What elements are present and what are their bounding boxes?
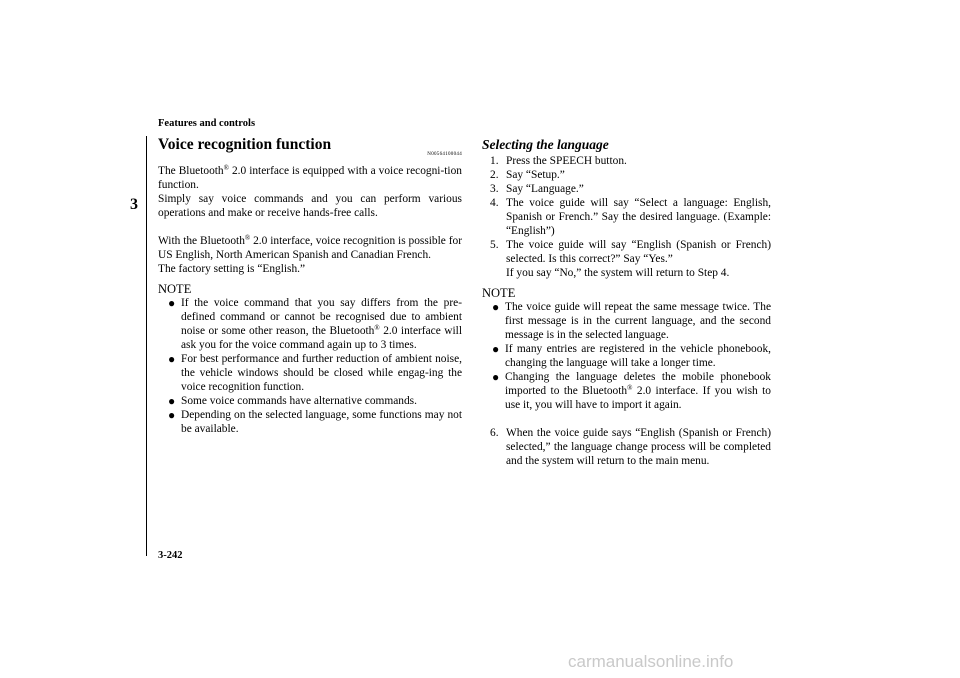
- page-number: 3-242: [158, 550, 183, 561]
- intro-paragraph: The Bluetooth® 2.0 interface is equipped with a voice recogni-tion function.: [158, 164, 462, 191]
- note-item: ● Some voice commands have alternative commands.: [168, 394, 417, 408]
- chapter-number: 3: [130, 196, 138, 213]
- section-code: N00564100044: [427, 152, 462, 157]
- step-item: 1. Press the SPEECH button.: [490, 155, 627, 167]
- step-item: 5. The voice guide will say “English (Spanish or French) selected. Is this correct?” Say “Yes.” If you say “No,” the system will return to Step 4.: [490, 239, 771, 279]
- step-item: 3. Say “Language.”: [490, 183, 584, 195]
- registered-mark: ®: [223, 164, 229, 172]
- step-item: 6. When the voice guide says “English (Spanish or French) selected,” the language change process will be completed and the system will return to the main menu.: [490, 427, 771, 467]
- steps-list: [482, 154, 771, 280]
- bullet-icon: ●: [168, 352, 176, 366]
- bullet-icon: ●: [168, 296, 176, 310]
- note-item: ● If the voice command that you say differs from the pre-defined command or cannot be recognised due to ambient noise or some other reason, the Bluetooth® 2.0 interface will ask you for the voice command again up to 3 times.: [168, 296, 462, 351]
- watermark: carmanualsonline.info: [568, 652, 734, 671]
- note-item: ● Changing the language deletes the mobile phonebook imported to the Bluetooth® 2.0 interface. If you wish to use it, you will have to import it again.: [492, 370, 771, 411]
- steps-list-continued: [482, 426, 771, 468]
- section-title: Voice recognition function: [158, 136, 332, 153]
- subsection-title: Selecting the language: [482, 137, 609, 152]
- bullet-icon: ●: [168, 394, 176, 408]
- chapter-divider: [146, 136, 147, 556]
- bullet-icon: ●: [492, 300, 500, 314]
- bullet-icon: ●: [168, 408, 176, 422]
- note-list: [158, 296, 462, 436]
- note-label: NOTE: [482, 286, 516, 300]
- factory-setting-paragraph: The factory setting is “English.”: [158, 263, 306, 275]
- note-label: NOTE: [158, 282, 192, 296]
- bullet-icon: ●: [492, 342, 500, 356]
- step-item: 4. The voice guide will say “Select a language: English, Spanish or French.” Say the desired language. (Example: “English”): [490, 197, 771, 237]
- step-5-extra: If you say “No,” the system will return to Step 4.: [506, 267, 730, 279]
- intro-paragraph-2: Simply say voice commands and you can perform various operations and make or receive hands-free calls.: [158, 193, 462, 219]
- right-column: [482, 136, 771, 468]
- note-list: [482, 300, 771, 412]
- registered-mark: ®: [244, 234, 251, 242]
- step-item: 2. Say “Setup.”: [490, 169, 565, 181]
- bullet-icon: ●: [492, 370, 500, 384]
- left-column: [158, 136, 462, 436]
- section-heading-row: [158, 136, 462, 162]
- note-item: ● Depending on the selected language, some functions may not be available.: [168, 408, 462, 435]
- running-header: Features and controls: [158, 118, 256, 129]
- note-item: ● If many entries are registered in the vehicle phonebook, changing the language will take a longer time.: [492, 342, 771, 369]
- language-paragraph: With the Bluetooth® 2.0 interface, voice recognition is possible for US English, North American Spanish and Canadian French.: [158, 234, 462, 261]
- note-item: ● The voice guide will repeat the same message twice. The first message is in the current language, and the second message is in the selected language.: [492, 300, 771, 341]
- note-item: ● For best performance and further reduction of ambient noise, the vehicle windows should be closed while engag-ing the voice recognition function.: [168, 352, 462, 393]
